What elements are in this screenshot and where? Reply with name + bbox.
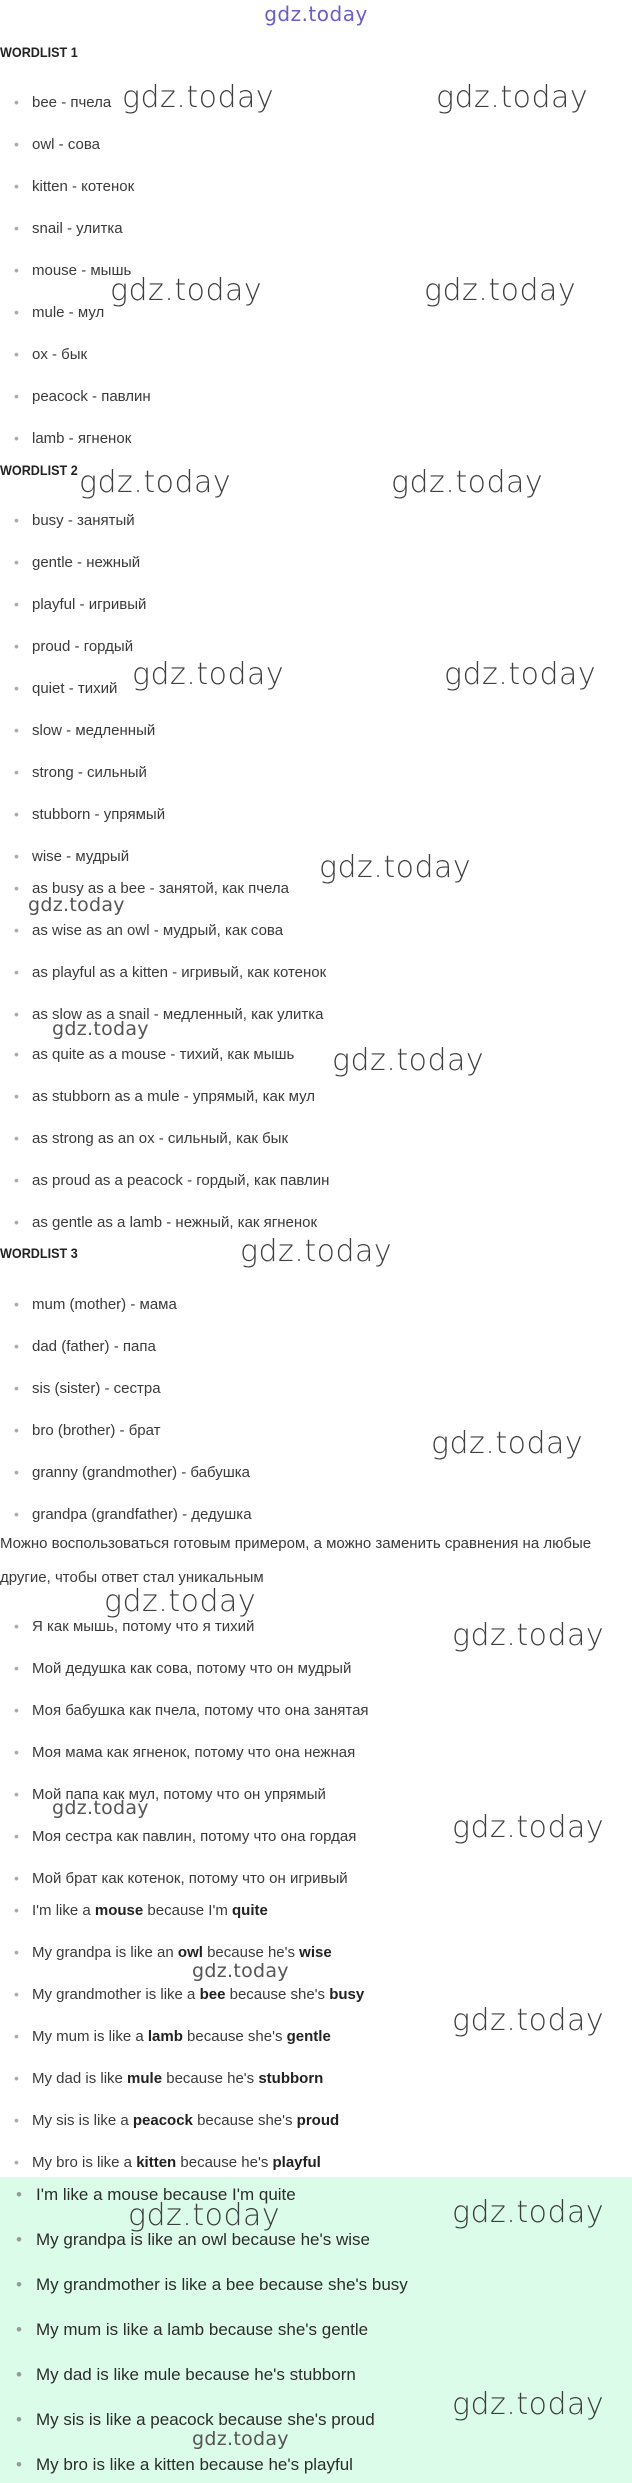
watermark: gdz.today	[424, 273, 577, 308]
watermark: gdz.today	[444, 657, 597, 692]
watermark: gdz.today	[128, 2198, 281, 2233]
watermark: gdz.today	[110, 273, 263, 308]
watermark: gdz.today	[240, 1234, 393, 1269]
watermark: gdz.today	[452, 2387, 605, 2422]
watermark: gdz.today	[132, 657, 285, 692]
watermark: gdz.today	[436, 80, 589, 115]
wordlist-2-heading: WORDLIST 2	[0, 462, 78, 478]
watermark: gdz.today	[452, 2003, 605, 2038]
watermark: gdz.today	[319, 850, 472, 885]
watermark: gdz.today	[431, 1426, 584, 1461]
wordlist-3-heading: WORDLIST 3	[0, 1245, 78, 1261]
watermark: gdz.today	[52, 1018, 149, 1040]
watermark: gdz.today	[332, 1043, 485, 1078]
watermark: gdz.today	[52, 1797, 149, 1819]
note-paragraph: Можно воспользоваться готовым примером, а можно заменить сравнения на любые другие, чтобы ответ стал уникальным	[0, 1535, 592, 1586]
watermark: gdz.today	[28, 894, 125, 916]
watermark: gdz.today	[104, 1584, 257, 1619]
site-logo[interactable]: gdz.today	[264, 2, 368, 26]
watermark: gdz.today	[122, 80, 275, 115]
watermark: gdz.today	[452, 2195, 605, 2230]
wordlist-1-heading: WORDLIST 1	[0, 44, 78, 60]
watermark: gdz.today	[452, 1618, 605, 1653]
watermark: gdz.today	[192, 1960, 289, 1982]
watermark: gdz.today	[192, 2428, 289, 2450]
watermark: gdz.today	[391, 465, 544, 500]
watermark: gdz.today	[452, 1810, 605, 1845]
watermark: gdz.today	[79, 465, 232, 500]
